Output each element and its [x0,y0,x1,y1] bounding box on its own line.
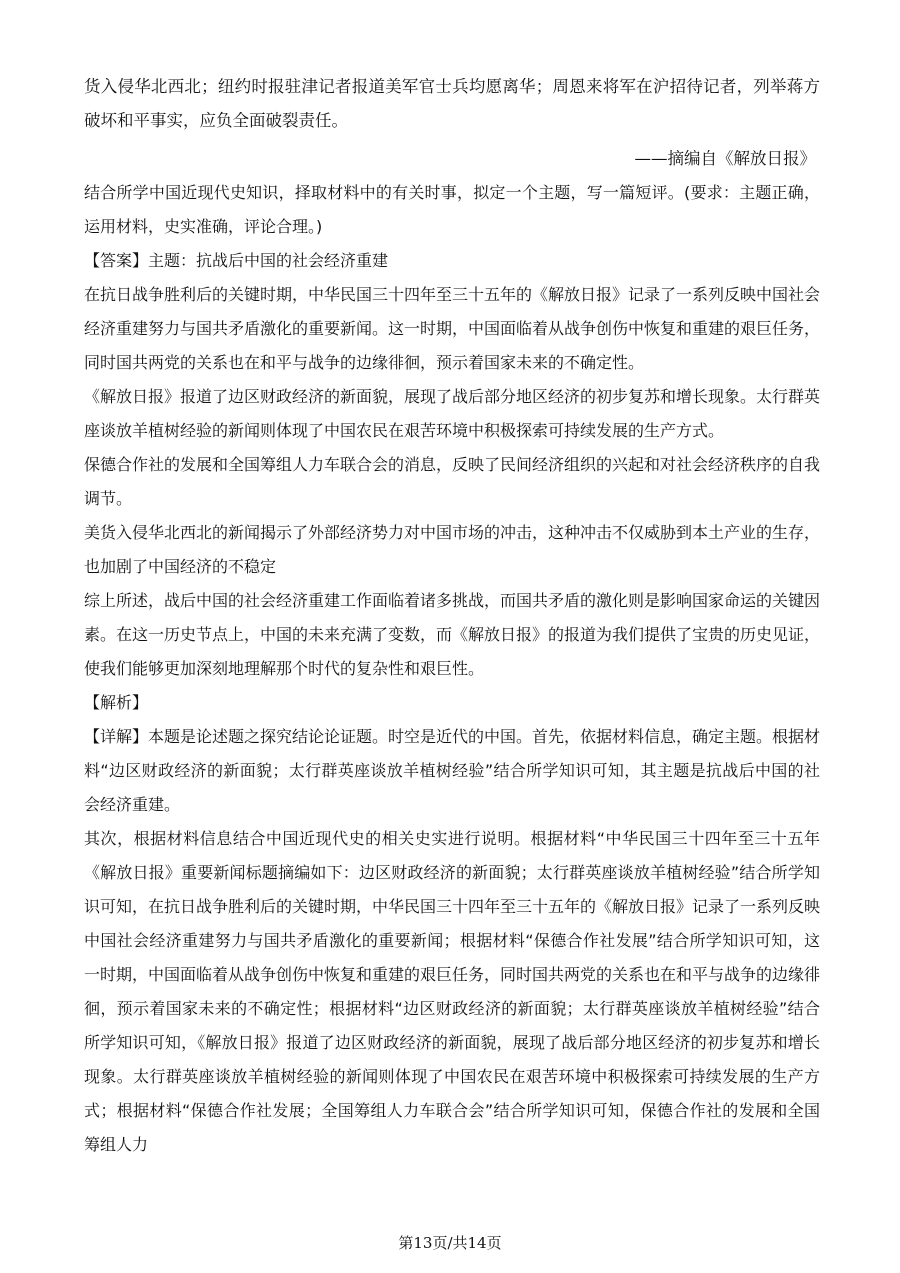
material-excerpt [84,70,820,138]
material-text: 货入侵华北西北；纽约时报驻津记者报道美军官士兵均愿离华；周恩来将军在沪招待记者，列举蒋方破坏和平事实，应负全面破裂责任。 [84,77,820,130]
answer-paragraph: 综上所述，战后中国的社会经济重建工作面临着诸多挑战，而国共矛盾的激化则是影响国家命运的关键因素。在这一历史节点上，中国的未来充满了变数，而《解放日报》的报道为我们提供了宝贵的历史见证，使我们能够更加深刻地理解那个时代的复杂性和艰巨性。 [84,591,821,678]
analysis-heading: 【解析】 [84,693,149,712]
question-text: 结合所学中国近现代史知识，择取材料中的有关时事，拟定一个主题，写一篇短评。(要求：主题正确，运用材料，史实准确，评论合理。) [84,183,820,236]
page-footer: 第13页/共14页 [398,1234,502,1252]
answer-paragraph: 在抗日战争胜利后的关键时期，中华民国三十四年至三十五年的《解放日报》记录了一系列反映中国社会经济重建努力与国共矛盾激化的重要新闻。这一时期，中国面临着从战争创伤中恢复和重建的艰巨任务，同时国共两党的关系也在和平与战争的边缘徘徊，预示着国家未来的不确定性。 [84,285,821,372]
analysis-paragraph: 其次，根据材料信息结合中国近现代史的相关史实进行说明。根据材料“中华民国三十四年至三十五年《解放日报》重要新闻标题摘编如下：边区财政经济的新面貌；太行群英座谈放羊植树经验”结合所学知识可知，在抗日战争胜利后的关键时期，中华民国三十四年至三十五年的《解放日报》记录了一系列反映中国社会经济重建努力与国共矛盾激化的重要新闻；根据材料“保德合作社发展”结合所学知识可知，这一时期，中国面临着从战争创伤中恢复和重建的艰巨任务，同时国共两党的关系也在和平与战争的边缘徘徊，预示着国家未来的不确定性；根据材料“边区财政经济的新面貌；太行群英座谈放羊植树经验”结合所学知识可知，《解放日报》报道了边区财政经济的新面貌，展现了战后部分地区经济的初步复苏和增长现象。太行群英座谈放羊植树经验的新闻则体现了中国农民在艰苦环境中积极探索可持续发展的生产方式；根据材料“保德合作社发展；全国筹组人力车联合会”结合所学知识可知，保德合作社的发展和全国筹组人力 [84,829,821,1154]
answer-heading: 【答案】主题：抗战后中国的社会经济重建 [84,251,389,270]
analysis-paragraph: 【详解】本题是论述题之探究结论论证题。时空是近代的中国。首先，依据材料信息，确定主题。根据材料“边区财政经济的新面貌；太行群英座谈放羊植树经验”结合所学知识可知，其主题是抗战后中国的社会经济重建。 [84,727,821,814]
answer-paragraph: 《解放日报》报道了边区财政经济的新面貌，展现了战后部分地区经济的初步复苏和增长现象。太行群英座谈放羊植树经验的新闻则体现了中国农民在艰苦环境中积极探索可持续发展的生产方式。 [84,387,821,440]
material-source: ——摘编自《解放日报》 [634,149,816,168]
answer-paragraph: 美货入侵华北西北的新闻揭示了外部经济势力对中国市场的冲击，这种冲击不仅威胁到本土产业的生存，也加剧了中国经济的不稳定 [84,523,821,576]
question-and-answer [84,176,820,1162]
answer-paragraph: 保德合作社的发展和全国筹组人力车联合会的消息，反映了民间经济组织的兴起和对社会经济秩序的自我调节。 [84,455,821,508]
